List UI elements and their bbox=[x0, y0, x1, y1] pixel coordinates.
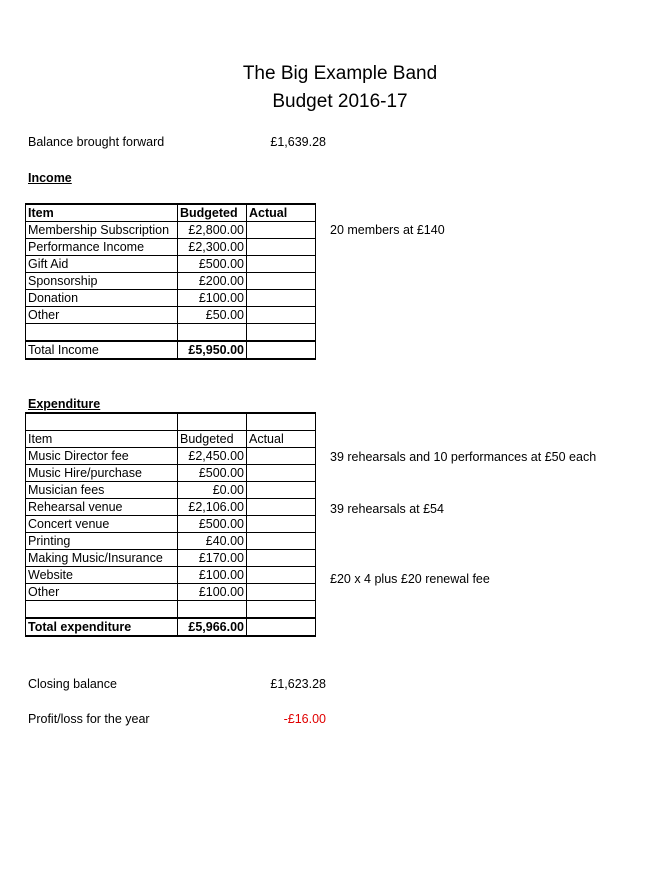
table-row bbox=[26, 465, 316, 482]
closing-balance-value: £1,623.28 bbox=[270, 677, 326, 691]
income-item-cell: Membership Subscription bbox=[26, 222, 178, 239]
table-row bbox=[26, 516, 316, 533]
table-row bbox=[26, 448, 316, 465]
expenditure-actual-cell bbox=[247, 533, 316, 550]
table-row bbox=[26, 499, 316, 516]
income-total-value: £5,950.00 bbox=[178, 341, 247, 359]
table-row bbox=[26, 482, 316, 499]
income-actual-cell bbox=[247, 273, 316, 290]
expenditure-item-cell: Music Hire/purchase bbox=[26, 465, 178, 482]
expenditure-actual-cell bbox=[247, 499, 316, 516]
income-actual-cell bbox=[247, 239, 316, 256]
table-row bbox=[26, 550, 316, 567]
expenditure-budgeted-cell: £500.00 bbox=[178, 516, 247, 533]
expenditure-note-rehearsal-venue: 39 rehearsals at £54 bbox=[330, 502, 444, 516]
income-item-cell: Donation bbox=[26, 290, 178, 307]
expenditure-spacer-row bbox=[26, 601, 316, 619]
income-budgeted-cell: £200.00 bbox=[178, 273, 247, 290]
expenditure-item-cell: Musician fees bbox=[26, 482, 178, 499]
income-item-cell: Sponsorship bbox=[26, 273, 178, 290]
expenditure-item-cell: Rehearsal venue bbox=[26, 499, 178, 516]
table-row bbox=[26, 533, 316, 550]
expenditure-header-row bbox=[26, 431, 316, 448]
income-budgeted-cell: £2,300.00 bbox=[178, 239, 247, 256]
income-budgeted-cell: £50.00 bbox=[178, 307, 247, 324]
expenditure-actual-cell bbox=[247, 448, 316, 465]
profit-loss-value: -£16.00 bbox=[283, 712, 326, 726]
expenditure-actual-cell bbox=[247, 550, 316, 567]
expenditure-actual-cell bbox=[247, 584, 316, 601]
income-total-row bbox=[26, 341, 316, 359]
expenditure-col-item: Item bbox=[26, 431, 178, 448]
table-row bbox=[26, 567, 316, 584]
expenditure-table bbox=[25, 412, 316, 637]
expenditure-note-website: £20 x 4 plus £20 renewal fee bbox=[330, 572, 490, 586]
income-item-cell: Performance Income bbox=[26, 239, 178, 256]
income-heading: Income bbox=[28, 171, 72, 185]
expenditure-item-cell: Website bbox=[26, 567, 178, 584]
balance-brought-forward-label: Balance brought forward bbox=[28, 135, 165, 149]
table-row bbox=[26, 256, 316, 273]
expenditure-budgeted-cell: £170.00 bbox=[178, 550, 247, 567]
income-actual-cell bbox=[247, 290, 316, 307]
balance-brought-forward-value: £1,639.28 bbox=[270, 135, 326, 149]
expenditure-note-music-director: 39 rehearsals and 10 performances at £50 each bbox=[330, 450, 597, 464]
table-row bbox=[26, 239, 316, 256]
expenditure-budgeted-cell: £0.00 bbox=[178, 482, 247, 499]
expenditure-budgeted-cell: £500.00 bbox=[178, 465, 247, 482]
sheet-title: The Big Example Band bbox=[242, 63, 438, 84]
income-actual-cell bbox=[247, 256, 316, 273]
income-col-item: Item bbox=[26, 204, 178, 222]
expenditure-total-row bbox=[26, 618, 316, 636]
table-row bbox=[26, 307, 316, 324]
expenditure-item-cell: Making Music/Insurance bbox=[26, 550, 178, 567]
income-budgeted-cell: £100.00 bbox=[178, 290, 247, 307]
table-row bbox=[26, 290, 316, 307]
table-row bbox=[26, 222, 316, 239]
income-note: 20 members at £140 bbox=[330, 223, 445, 237]
expenditure-item-cell: Printing bbox=[26, 533, 178, 550]
expenditure-budgeted-cell: £2,106.00 bbox=[178, 499, 247, 516]
expenditure-col-actual: Actual bbox=[247, 431, 316, 448]
expenditure-budgeted-cell: £40.00 bbox=[178, 533, 247, 550]
expenditure-item-cell: Concert venue bbox=[26, 516, 178, 533]
expenditure-budgeted-cell: £2,450.00 bbox=[178, 448, 247, 465]
expenditure-total-value: £5,966.00 bbox=[178, 618, 247, 636]
expenditure-actual-cell bbox=[247, 567, 316, 584]
income-total-label: Total Income bbox=[26, 341, 178, 359]
expenditure-actual-cell bbox=[247, 465, 316, 482]
income-item-cell: Gift Aid bbox=[26, 256, 178, 273]
profit-loss-label: Profit/loss for the year bbox=[28, 712, 150, 726]
income-spacer-row bbox=[26, 324, 316, 342]
expenditure-budgeted-cell: £100.00 bbox=[178, 567, 247, 584]
expenditure-total-label: Total expenditure bbox=[26, 618, 178, 636]
closing-balance-label: Closing balance bbox=[28, 677, 117, 691]
expenditure-heading: Expenditure bbox=[28, 397, 101, 411]
expenditure-col-budgeted: Budgeted bbox=[178, 431, 247, 448]
expenditure-item-cell: Other bbox=[26, 584, 178, 601]
income-item-cell: Other bbox=[26, 307, 178, 324]
income-header-row bbox=[26, 204, 316, 222]
income-actual-cell bbox=[247, 222, 316, 239]
income-actual-cell bbox=[247, 307, 316, 324]
table-row bbox=[26, 273, 316, 290]
income-col-budgeted: Budgeted bbox=[178, 204, 247, 222]
sheet-subtitle: Budget 2016-17 bbox=[272, 91, 408, 112]
income-table bbox=[25, 203, 316, 360]
expenditure-actual-cell bbox=[247, 516, 316, 533]
income-col-actual: Actual bbox=[247, 204, 316, 222]
expenditure-budgeted-cell: £100.00 bbox=[178, 584, 247, 601]
table-row bbox=[26, 584, 316, 601]
expenditure-item-cell: Music Director fee bbox=[26, 448, 178, 465]
income-budgeted-cell: £2,800.00 bbox=[178, 222, 247, 239]
income-budgeted-cell: £500.00 bbox=[178, 256, 247, 273]
expenditure-actual-cell bbox=[247, 482, 316, 499]
expenditure-blank-row bbox=[26, 413, 316, 431]
